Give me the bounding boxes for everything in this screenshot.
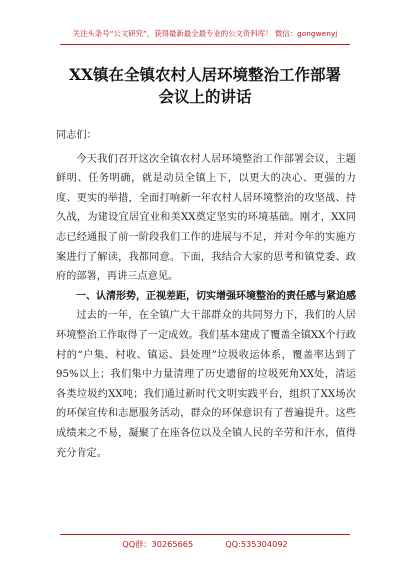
- title-line-2: 会议上的讲话: [158, 87, 252, 106]
- document-title: [52, 64, 358, 108]
- section-heading-1: 一、认清形势，正视差距，切实增强环境整治的责任感与紧迫感: [76, 290, 356, 302]
- title-line-1: XX镇在全镇农村人居环境整治工作部署: [68, 65, 342, 84]
- paragraph-section-1: 过去的一年，在全镇广大干部群众的共同努力下，我们的人居环境整治工作取得了一定成效。我们基本建成了覆盖全镇XX个行政村的“户集、村收、镇运、县处理”垃圾收运体系，覆盖率达到了95%以上；我们集中力量清理了历史遗留的垃圾死角XX处，清运各类垃圾约XX吨；我们通过新时代文明实践平台，组织了XX场次的环保宣传和志愿服务活动，群众的环保意识有了普遍提升。这些成绩来之不易，凝聚了在座各位以及全镇人民的辛劳和汗水，值得充分肯定。: [56, 310, 356, 459]
- salutation: 同志们：: [56, 130, 97, 141]
- footer-qq-group: QQ群：30265665: [122, 539, 194, 549]
- header-divider: [60, 44, 350, 45]
- document-body: [56, 126, 356, 463]
- footer: [60, 537, 350, 551]
- paragraph-intro: 今天我们召开这次全镇农村人居环境整治工作部署会议，主题鲜明、任务明确，就是动员全镇上下，以更大的决心、更强的力度、更实的举措，全面打响新一年农村人居环境整治的攻坚战、持久战，为建设宜居宜业和美XX奠定坚实的环境基础。刚才，XX同志已经通报了前一阶段我们工作的进展与不足，并对今年的实施方案进行了解读，我都同意。下面，我结合大家的思考和镇党委、政府的部署，再讲三点意见。: [56, 153, 356, 283]
- footer-qq-contact: QQ:535304092: [225, 539, 288, 549]
- footer-divider: [60, 534, 350, 535]
- header-banner: 关注头条号“公文研究”，获得最新最全最专业的公文资料库！ 微信：gongwenyj: [72, 29, 338, 38]
